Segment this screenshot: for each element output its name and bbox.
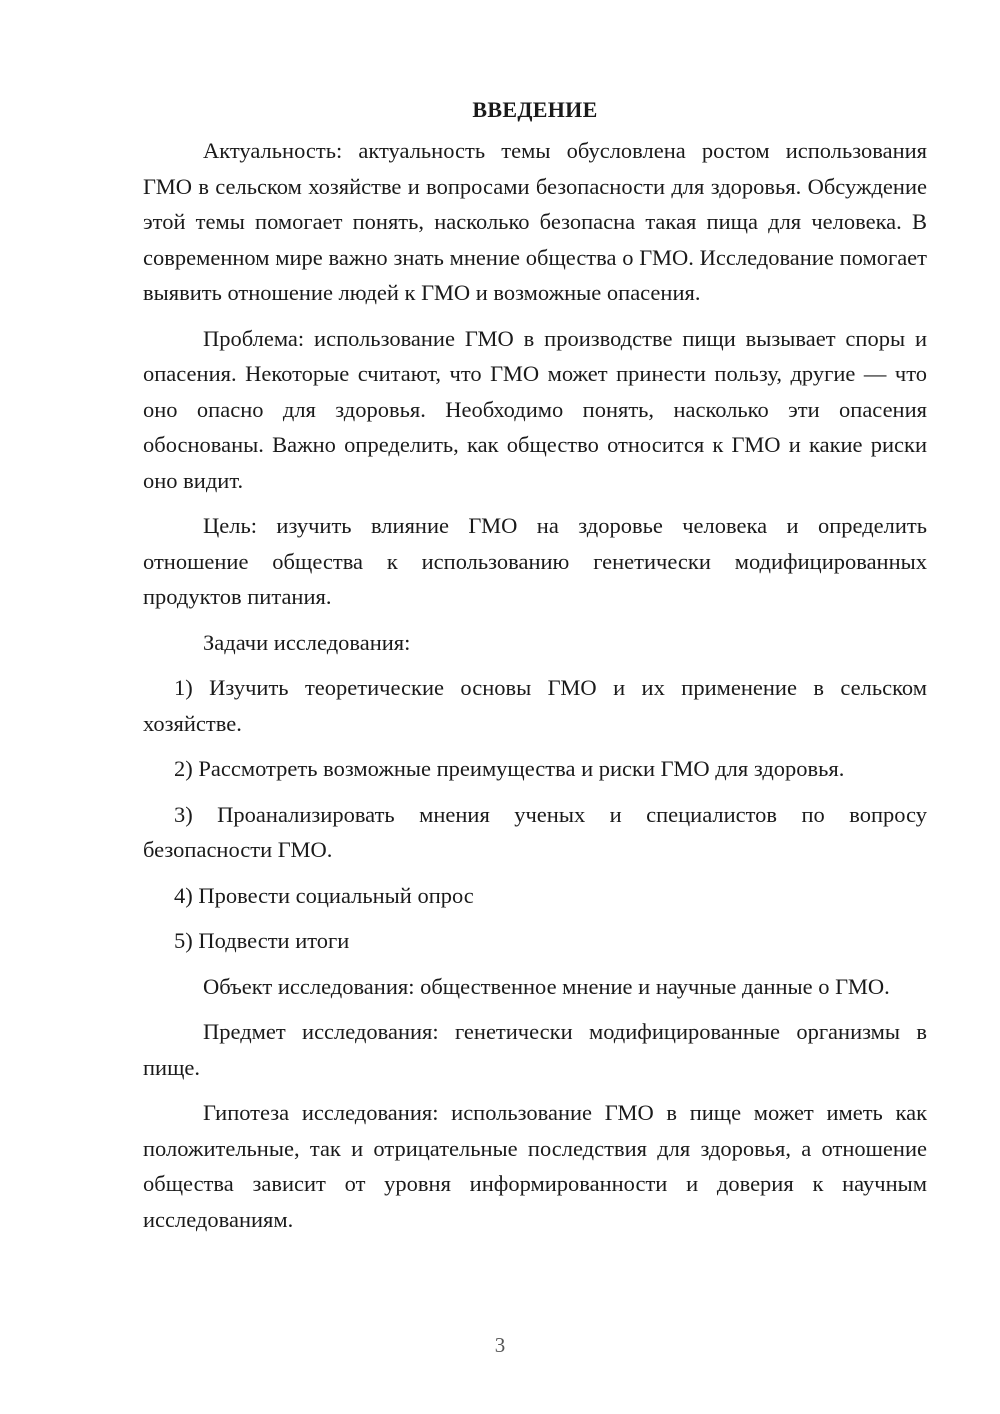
paragraph-relevance: Актуальность: актуальность темы обусловлена ростом использования ГМО в сельском хозяйстве и вопросами безопасности для здоровья. Обсуждение этой темы помогает понять, насколько безопасна такая пища для человека. В современном мире важно знать мнение общества о ГМО. Исследование помогает выявить отношение людей к ГМО и возможные опасения. xyxy=(143,138,927,305)
page-number: 3 xyxy=(494,1333,506,1357)
paragraph-subject: Предмет исследования: генетически модифицированные организмы в пище. xyxy=(143,1019,927,1080)
task-item-2: 2) Рассмотреть возможные преимущества и риски ГМО для здоровья. xyxy=(174,756,845,781)
paragraph-tasks-heading: Задачи исследования: xyxy=(203,629,411,655)
task-item-5: 5) Подвести итоги xyxy=(174,928,350,953)
paragraph-problem: Проблема: использование ГМО в производстве пищи вызывает споры и опасения. Некоторые считают, что ГМО может принести пользу, другие — что оно опасно для здоровья. Необходимо понять, насколько эти опасения обоснованы. Важно определить, как общество относится к ГМО и какие риски оно видит. xyxy=(143,325,927,493)
paragraph-hypothesis: Гипотеза исследования: использование ГМО в пище может иметь как положительные, так и отрицательные последствия для здоровья, а отношение общества зависит от уровня информированности и доверия к научным исследованиям. xyxy=(143,1100,927,1232)
task-item-1: 1) Изучить теоретические основы ГМО и их применение в сельском хозяйстве. xyxy=(143,675,927,736)
document-page xyxy=(143,92,927,1247)
paragraph-object: Объект исследования: общественное мнение и научные данные о ГМО. xyxy=(203,973,890,999)
paragraph-goal: Цель: изучить влияние ГМО на здоровье человека и определить отношение общества к использованию генетически модифицированных продуктов питания. xyxy=(143,513,927,609)
page-title: ВВЕДЕНИЕ xyxy=(472,97,598,122)
task-item-3: 3) Проанализировать мнения ученых и специалистов по вопросу безопасности ГМО. xyxy=(143,801,927,862)
task-item-4: 4) Провести социальный опрос xyxy=(174,882,474,908)
